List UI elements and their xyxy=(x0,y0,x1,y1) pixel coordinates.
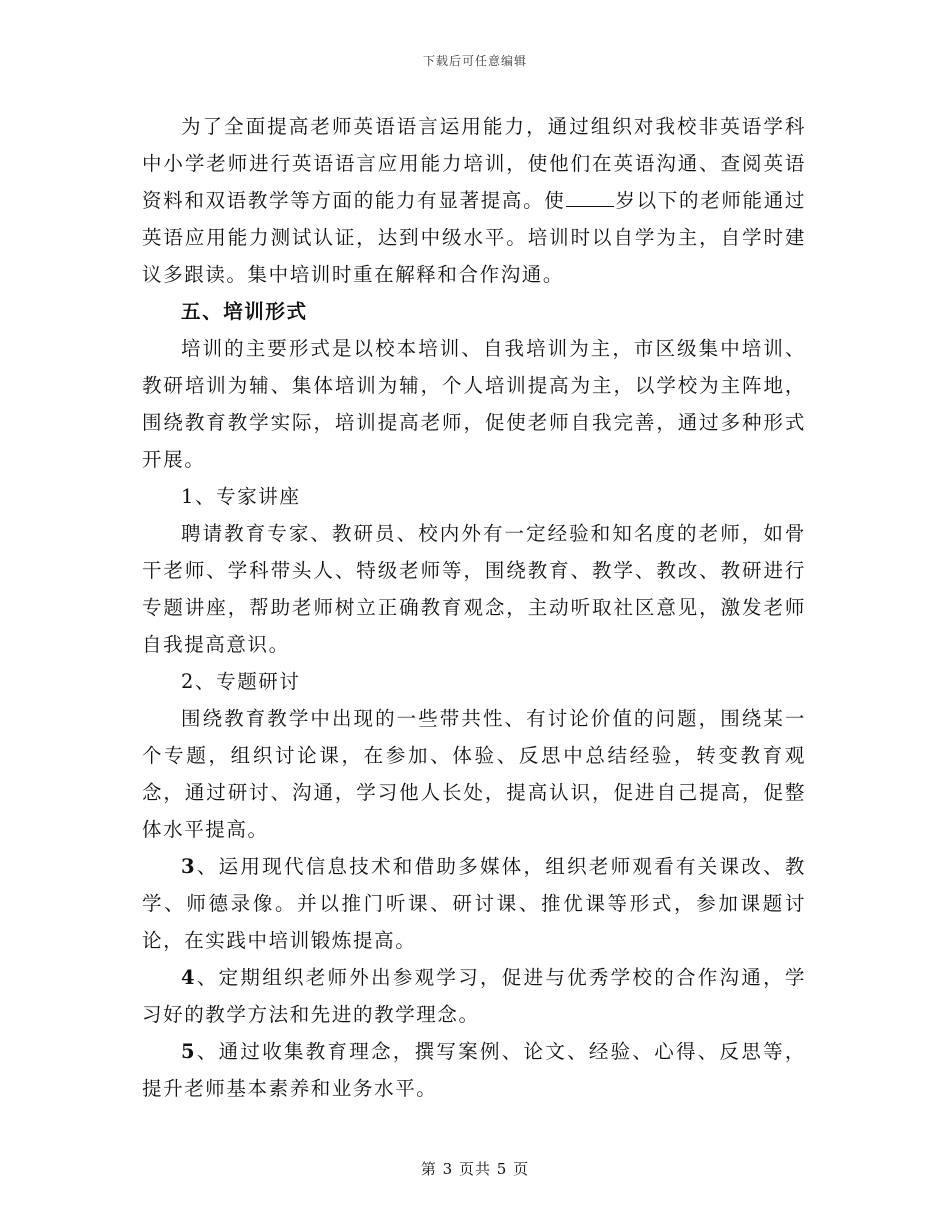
item-3-number: 3 xyxy=(181,855,197,878)
item-5-text: 、通过收集教育理念，撰写案例、论文、经验、心得、反思等，提升老师基本素养和业务水平。 xyxy=(142,1040,806,1100)
item-1-paragraph: 聘请教育专家、教研员、校内外有一定经验和知名度的老师，如骨干老师、学科带头人、特级老师等，围绕教育、教学、教改、教研进行专题讲座，帮助老师树立正确教育观念，主动听取社区意见，激发老师自我提高意识。 xyxy=(142,522,806,656)
page-header-note: 下载后可任意编辑 xyxy=(422,54,527,68)
item-1-title: 1、专家讲座 xyxy=(181,485,301,508)
document-body xyxy=(142,108,806,1107)
intro-paragraph xyxy=(142,108,806,293)
page-number: 第 3 页共 5 页 xyxy=(420,1160,530,1178)
item-4-paragraph xyxy=(142,959,806,1033)
section-heading: 五、培训形式 xyxy=(181,300,308,323)
item-2-title: 2、专题研讨 xyxy=(181,670,301,693)
item-3-text: 、运用现代信息技术和借助多媒体，组织老师观看有关课改、教学、师德录像。并以推门听课、研讨课、推优课等形式，参加课题讨论，在实践中培训锻炼提高。 xyxy=(142,855,806,952)
intro-text-before-blank: 为了全面提高老师英语语言运用能力，通过组织对我校非英语学科中小学老师进行英语语言应用能力培训，使他们在英语沟通、查阅英语资料和双语教学等方面的能力有显著提高。使 xyxy=(142,115,806,212)
item-5-paragraph xyxy=(142,1033,806,1107)
item-5-number: 5 xyxy=(181,1040,197,1063)
intro-text-after-blank: 岁以下的老师能通过英语应用能力测试认证，达到中级水平。培训时以自学为主，自学时建议多跟读。集中培训时重在解释和合作沟通。 xyxy=(142,189,806,286)
item-4-text: 、定期组织老师外出参观学习，促进与优秀学校的合作沟通，学习好的教学方法和先进的教学理念。 xyxy=(142,966,806,1026)
fill-in-blank xyxy=(566,188,614,207)
section-intro-paragraph: 培训的主要形式是以校本培训、自我培训为主，市区级集中培训、教研培训为辅、集体培训为辅，个人培训提高为主，以学校为主阵地，围绕教育教学实际，培训提高老师，促使老师自我完善，通过多种形式开展。 xyxy=(142,337,806,471)
item-3-paragraph xyxy=(142,848,806,959)
item-4-number: 4 xyxy=(181,966,197,989)
item-2-paragraph: 围绕教育教学中出现的一些带共性、有讨论价值的问题，围绕某一个专题，组织讨论课，在参加、体验、反思中总结经验，转变教育观念，通过研讨、沟通，学习他人长处，提高认识，促进自己提高，促整体水平提高。 xyxy=(142,707,806,841)
